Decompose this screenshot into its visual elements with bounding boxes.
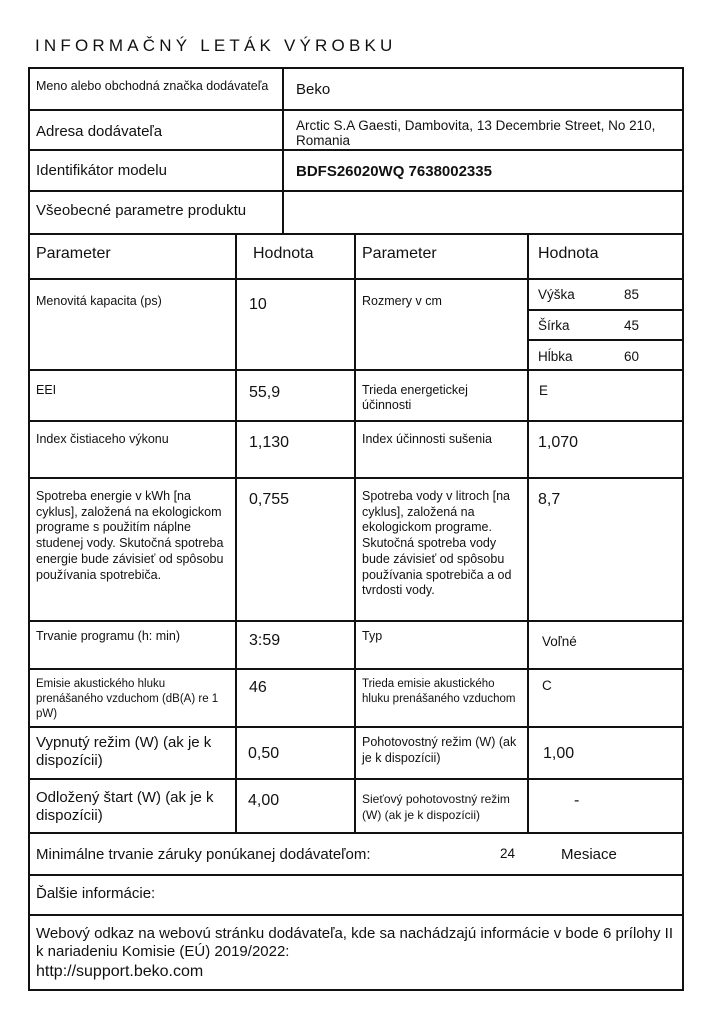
row-divider	[28, 420, 684, 422]
standby-label: Pohotovostný režim (W) (ak je k dispozícii)	[362, 735, 517, 765]
energy-consumption-label: Spotreba energie v kWh [na cyklus], založená na ekologickom programe s použitím náplne studenej vody. Skutočná spotreba energie bude závisieť od spôsobu používania spotrebiča.	[36, 489, 224, 582]
delay-start-label: Odložený štart (W) (ak je k dispozícii)	[36, 789, 214, 824]
supplier-label: Meno alebo obchodná značka dodávateľa	[36, 79, 269, 93]
height-label: Výška	[538, 287, 575, 302]
warranty-label: Minimálne trvanie záruky ponúkanej dodávateľom:	[36, 846, 371, 863]
address-label: Adresa dodávateľa	[36, 123, 163, 140]
type-label: Typ	[362, 629, 383, 643]
row-divider	[527, 339, 684, 341]
depth-label: Hĺbka	[538, 349, 573, 364]
model-label: Identifikátor modelu	[36, 162, 167, 179]
noise-label: Emisie akustického hluku prenášaného vzduchom (dB(A) re 1 pW)	[36, 678, 219, 720]
noise-value: 46	[249, 679, 267, 696]
off-mode-value: 0,50	[248, 745, 280, 762]
energy-class-value: E	[539, 383, 549, 398]
noise-class-label: Trieda emisie akustického hluku prenášaného vzduchom	[362, 678, 516, 705]
network-standby-label: Sieťový pohotovostný režim (W) (ak je k dispozícii)	[362, 792, 510, 822]
weblink-label: Webový odkaz na webovú stránku dodávateľa, kde sa nachádzajú informácie v bode 6 prílohy II k nariadeniu Komisie (EÚ) 2019/2022:	[36, 925, 673, 960]
depth-value: 60	[624, 349, 640, 364]
page-title: INFORMAČNÝ LETÁK VÝROBKU	[35, 36, 397, 55]
cleaning-label: Index čistiaceho výkonu	[36, 432, 169, 446]
energy-class-label: Trieda energetickej účinnosti	[362, 383, 468, 412]
row-divider	[527, 309, 684, 311]
delay-start-value: 4,00	[248, 792, 280, 809]
drying-value: 1,070	[538, 434, 579, 451]
row-divider	[28, 369, 684, 371]
column-divider	[354, 233, 356, 834]
duration-label: Trvanie programu (h: min)	[36, 629, 181, 643]
address-value: Arctic S.A Gaesti, Dambovita, 13 Decembrie Street, No 210, Romania	[296, 118, 656, 148]
row-divider	[28, 233, 684, 235]
row-divider	[28, 149, 684, 151]
standby-value: 1,00	[543, 745, 575, 762]
row-divider	[28, 778, 684, 780]
column-divider	[235, 233, 237, 834]
row-divider	[28, 109, 684, 111]
warranty-value: 24	[500, 846, 516, 861]
row-divider	[28, 278, 684, 280]
cleaning-value: 1,130	[249, 434, 290, 451]
row-divider	[28, 874, 684, 876]
energy-consumption-value: 0,755	[249, 491, 290, 508]
network-standby-value: -	[574, 792, 580, 809]
model-value: BDFS26020WQ 7638002335	[296, 163, 492, 180]
capacity-label: Menovitá kapacita (ps)	[36, 294, 162, 308]
water-consumption-label: Spotreba vody v litroch [na cyklus], založená na ekologickom programe. Skutočná spotreba vody bude závisieť od spôsobu používania spotrebiča a od tvrdosti vody.	[362, 489, 512, 598]
general-label: Všeobecné parametre produktu	[36, 202, 247, 219]
further-info-label: Ďalšie informácie:	[36, 885, 156, 902]
header-parameter-2: Parameter	[362, 245, 437, 262]
row-divider	[28, 190, 684, 192]
water-consumption-value: 8,7	[538, 491, 561, 508]
column-divider	[282, 67, 284, 235]
off-mode-label: Vypnutý režim (W) (ak je k dispozícii)	[36, 734, 212, 769]
column-divider	[527, 233, 529, 834]
row-divider	[28, 832, 684, 834]
row-divider	[28, 914, 684, 916]
height-value: 85	[624, 287, 640, 302]
header-value-1: Hodnota	[253, 245, 314, 262]
row-divider	[28, 477, 684, 479]
eei-label: EEI	[36, 383, 57, 397]
row-divider	[28, 620, 684, 622]
header-parameter-1: Parameter	[36, 245, 111, 262]
eei-value: 55,9	[249, 384, 281, 401]
dimensions-label: Rozmery v cm	[362, 294, 442, 308]
drying-label: Index účinnosti sušenia	[362, 432, 492, 446]
capacity-value: 10	[249, 296, 267, 313]
width-label: Šírka	[538, 318, 570, 333]
width-value: 45	[624, 318, 640, 333]
row-divider	[28, 726, 684, 728]
noise-class-value: C	[542, 678, 552, 693]
supplier-value: Beko	[296, 81, 331, 98]
support-link[interactable]: http://support.beko.com	[36, 963, 204, 980]
warranty-unit: Mesiace	[561, 846, 617, 863]
header-value-2: Hodnota	[538, 245, 599, 262]
duration-value: 3:59	[249, 632, 281, 649]
row-divider	[28, 668, 684, 670]
type-value: Voľné	[542, 634, 577, 649]
